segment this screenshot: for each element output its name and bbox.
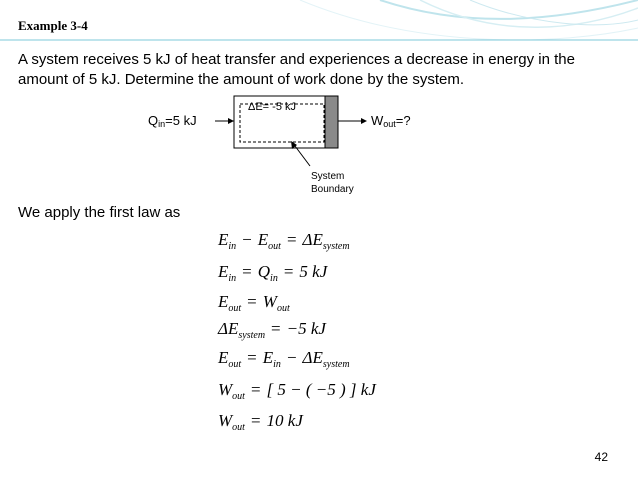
- equation-energy-out: $E_{out} = W_{out}$: [218, 292, 290, 314]
- system-boundary-label: System Boundary: [311, 171, 354, 195]
- equation-work-result: $W_{out} = 10$ kJ: [218, 411, 303, 433]
- equation-energy-balance: $E_{in} - E_{out} = \Delta E_{system}$: [218, 230, 350, 252]
- energy-change-label: ΔE= -5 kJ: [248, 101, 297, 113]
- problem-statement: A system receives 5 kJ of heat transfer and experiences a decrease in energy in the amount of 5 kJ. Determine the amount of work done by the system.: [18, 51, 575, 88]
- equation-energy-in: $E_{in} = Q_{in} = 5$ kJ: [218, 262, 328, 284]
- work-output-label: $W_{out}=$?: [371, 113, 411, 129]
- first-law-intro: We apply the first law as: [18, 204, 181, 221]
- piston-block: [325, 96, 338, 148]
- heat-input-label: $Q_{in}=5$ kJ: [148, 113, 197, 129]
- equation-work-substituted: $W_{out}$ = [ 5 − ( −5 ) ] kJ: [218, 380, 376, 402]
- example-label: Example 3-4: [18, 18, 88, 33]
- equation-rearranged: $E_{out} = E_{in} - \Delta E_{system}$: [218, 348, 350, 370]
- equation-delta-e: $\Delta E_{system} = -5$ kJ: [218, 319, 326, 341]
- page-number: 42: [594, 450, 608, 464]
